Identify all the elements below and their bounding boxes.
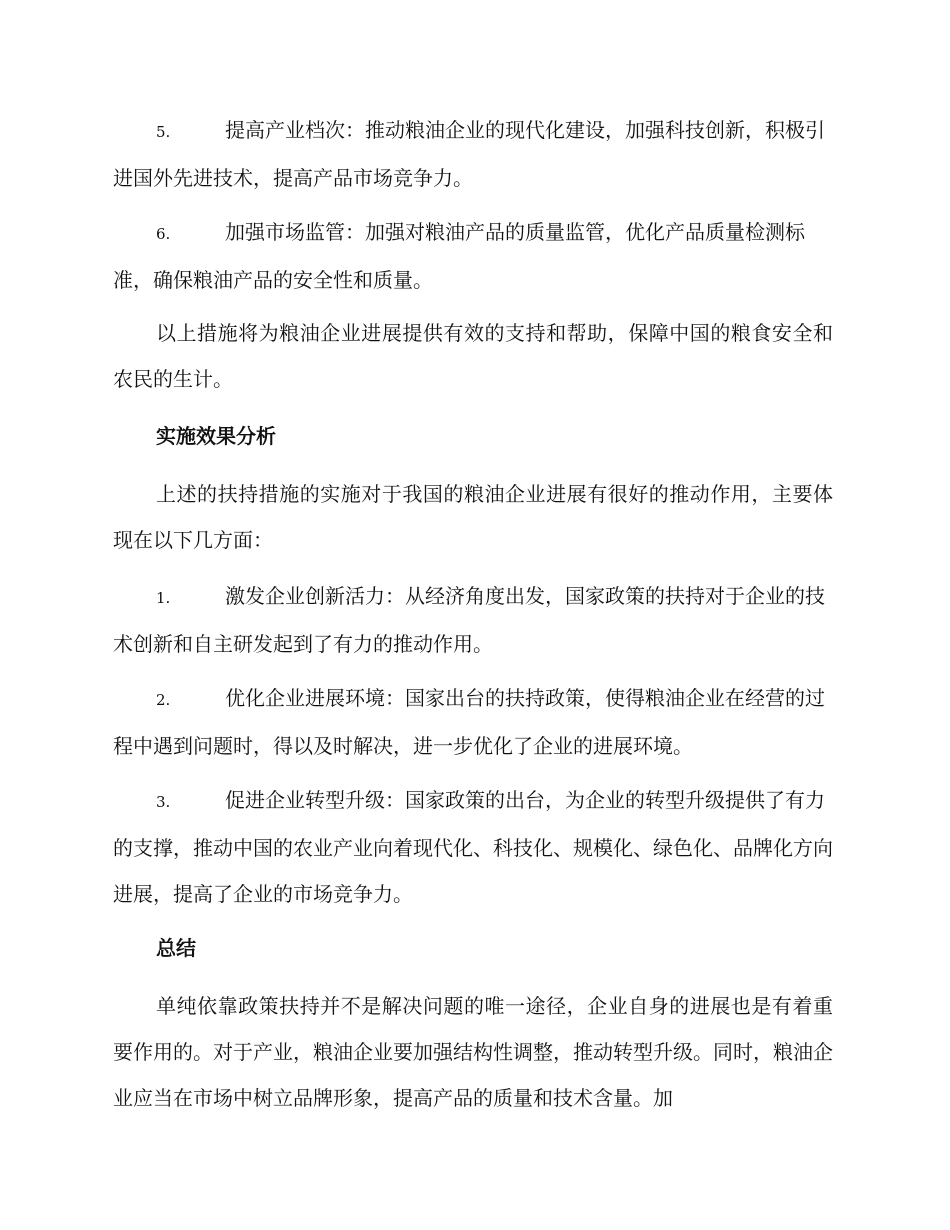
list-number: 3. bbox=[156, 793, 171, 811]
list-item-text: 优化企业进展环境：国家出台的扶持政策，使得粮油企业在经营的过程中遇到问题时，得以及时解决，进一步优化了企业的进展环境。 bbox=[113, 686, 825, 758]
list-number: 5. bbox=[156, 123, 171, 141]
paragraph: 单纯依靠政策扶持并不是解决问题的唯一途径，企业自身的进展也是有着重要作用的。对于产业，粮油企业要加强结构性调整，推动转型升级。同时，粮油企业应当在市场中树立品牌形象，提高产品的质量和技术含量。加 bbox=[113, 994, 833, 1110]
list-item bbox=[113, 209, 833, 303]
list-item-text: 促进企业转型升级：国家政策的出台，为企业的转型升级提供了有力的支撑，推动中国的农业产业向着现代化、科技化、规模化、绿色化、品牌化方向进展，提高了企业的市场竞争力。 bbox=[113, 788, 833, 906]
list-item-text: 提高产业档次：推动粮油企业的现代化建设，加强科技创新，积极引进国外先进技术，提高产品市场竞争力。 bbox=[113, 118, 825, 190]
list-item-text: 加强市场监管：加强对粮油产品的质量监管，优化产品质量检测标准，确保粮油产品的安全性和质量。 bbox=[113, 220, 805, 292]
list-number: 2. bbox=[156, 691, 171, 709]
list-number: 6. bbox=[156, 225, 171, 243]
list-item bbox=[113, 573, 833, 667]
paragraph: 上述的扶持措施的实施对于我国的粮油企业进展有很好的推动作用，主要体现在以下几方面： bbox=[113, 482, 833, 552]
section-heading-effect: 实施效果分析 bbox=[156, 424, 276, 448]
list-item-text: 激发企业创新活力：从经济角度出发，国家政策的扶持对于企业的技术创新和自主研发起到了有力的推动作用。 bbox=[113, 584, 825, 656]
section-heading-summary: 总结 bbox=[156, 936, 196, 960]
list-number: 1. bbox=[156, 589, 171, 607]
list-item bbox=[113, 777, 833, 917]
list-item bbox=[113, 107, 833, 201]
paragraph: 以上措施将为粮油企业进展提供有效的支持和帮助，保障中国的粮食安全和农民的生计。 bbox=[113, 321, 833, 391]
list-item bbox=[113, 675, 833, 769]
